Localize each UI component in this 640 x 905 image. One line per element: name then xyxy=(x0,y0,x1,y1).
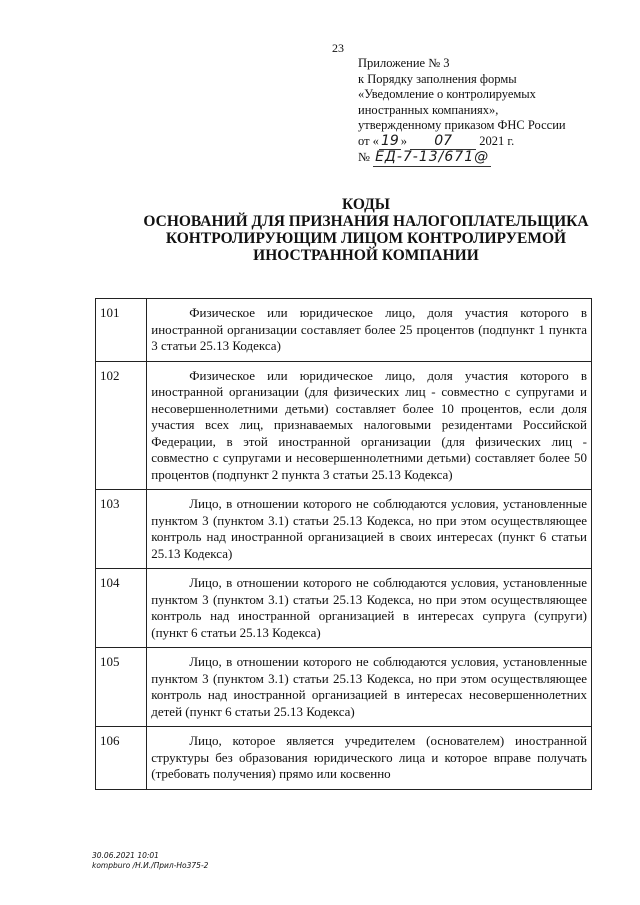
title-line: КОНТРОЛИРУЮЩИМ ЛИЦОМ КОНТРОЛИРУЕМОЙ xyxy=(165,230,567,247)
description-text: Лицо, в отношении которого не соблюдаются условия, установленные пунктом 3 (пунктом 3.1) статьи 25.13 Кодекса, но при этом осуществляющее контроль над иностранной организацией в интересах супруга (супруги) (пункт 6 статьи 25.13 Кодекса) xyxy=(151,575,587,640)
date-month: 07 xyxy=(410,134,476,151)
code-cell: 105 xyxy=(96,648,147,727)
description-text: Лицо, в отношении которого не соблюдаются условия, установленные пунктом 3 (пунктом 3.1) статьи 25.13 Кодекса, но при этом осуществляющее контроль над иностранной организацией в своих интересах (пункт 6 статьи 25.13 Кодекса) xyxy=(151,496,587,561)
table-row xyxy=(96,490,592,569)
appendix-line: «Уведомление о контролируемых xyxy=(358,87,536,101)
table-row xyxy=(96,648,592,727)
date-day: 19 xyxy=(380,132,399,149)
code-cell: 102 xyxy=(96,361,147,490)
description-cell xyxy=(147,361,592,490)
number-prefix: № xyxy=(358,150,370,164)
title-line: КОДЫ xyxy=(341,196,391,213)
table-row xyxy=(96,361,592,490)
code-cell: 101 xyxy=(96,299,147,362)
date-mid: » xyxy=(400,133,408,148)
description-text: Лицо, которое является учредителем (основателем) иностранной структуры без образования юридического лица и которое вправе получать (требовать получения) прямо или косвенно xyxy=(151,733,587,781)
page-number: 23 xyxy=(332,41,344,55)
description-cell xyxy=(147,727,592,790)
codes-table xyxy=(95,298,592,790)
description-cell xyxy=(147,648,592,727)
description-cell xyxy=(147,569,592,648)
footer-author: kompburo /Н.И./Прил-Но375-2 xyxy=(92,861,209,870)
number-value: ЕД-7-13/671@ xyxy=(375,149,490,165)
description-text: Лицо, в отношении которого не соблюдаются условия, установленные пунктом 3 (пунктом 3.1) статьи 25.13 Кодекса, но при этом осуществляющее контроль над иностранной организацией в интересах несовершеннолетних детей (пункт 6 статьи 25.13 Кодекса) xyxy=(151,654,587,719)
code-cell: 103 xyxy=(96,490,147,569)
appendix-line: к Порядку заполнения формы xyxy=(358,71,517,86)
order-date xyxy=(358,134,566,151)
appendix-line: иностранных компаниях», xyxy=(358,102,499,117)
document-title xyxy=(0,196,640,264)
appendix-line: утвержденному приказом ФНС России xyxy=(358,118,566,132)
description-cell xyxy=(147,299,592,362)
table-row xyxy=(96,727,592,790)
code-cell: 104 xyxy=(96,569,147,648)
order-number xyxy=(358,150,566,167)
title-line: ИНОСТРАННОЙ КОМПАНИИ xyxy=(253,247,479,264)
footer-timestamp: 30.06.2021 10:01 xyxy=(92,851,159,860)
appendix-line: Приложение № 3 xyxy=(358,56,450,70)
table-row xyxy=(96,299,592,362)
date-prefix: от « xyxy=(358,133,379,148)
description-text: Физическое или юридическое лицо, доля участия которого в иностранной организации составляет более 25 процентов (подпункт 1 пункта 3 статьи 25.13 Кодекса) xyxy=(151,305,587,353)
table-row xyxy=(96,569,592,648)
description-cell xyxy=(147,490,592,569)
code-cell: 106 xyxy=(96,727,147,790)
description-text: Физическое или юридическое лицо, доля участия которого в иностранной организации (для физических лиц - совместно с супругами и несовершеннолетними детьми) составляет более 10 процентов, если доля участия всех лиц, признаваемых налоговыми резидентами Российской Федерации, в этой иностранной организации (для физических лиц - совместно с супругами и несовершеннолетними детьми) составляет более 50 процентов (подпункт 2 пункта 3 статьи 25.13 Кодекса) xyxy=(151,367,587,482)
appendix-header xyxy=(358,56,566,167)
print-footer xyxy=(92,851,208,871)
date-suffix: 2021 г. xyxy=(479,133,515,148)
title-line: ОСНОВАНИЙ ДЛЯ ПРИЗНАНИЯ НАЛОГОПЛАТЕЛЬЩИКА xyxy=(143,213,589,230)
